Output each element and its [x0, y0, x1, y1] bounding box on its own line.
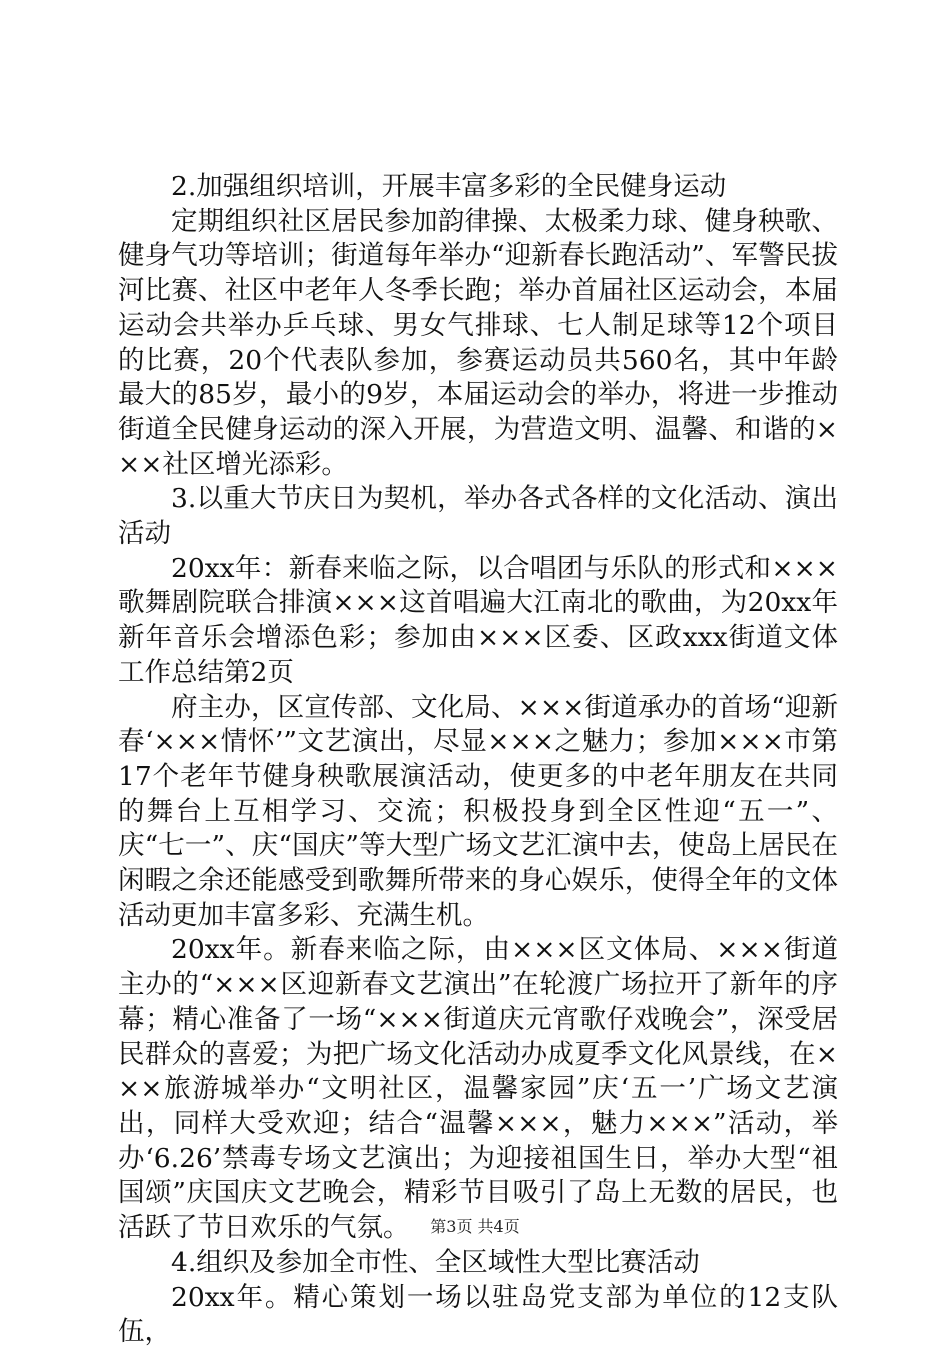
- paragraph-fitness-training: 定期组织社区居民参加韵律操、太极柔力球、健身秧歌、健身气功等培训；街道每年举办“迎新春长跑活动”、军警民拔河比赛、社区中老年人冬季长跑；举办首届社区运动会，本届运动会共举办乒乓球、男女气排球、七人制足球等12个项目的比赛，20个代表队参加，参赛运动员共560名，其中年龄最大的85岁，最小的9岁，本届运动会的举办，将进一步推动街道全民健身运动的深入开展，为营造文明、温馨、和谐的×××社区增光添彩。: [118, 205, 838, 480]
- paragraph-spring-festival: 20xx年。新春来临之际，由×××区文体局、×××街道主办的“×××区迎新春文艺演出”在轮渡广场拉开了新年的序幕；精心准备了一场“×××街道庆元宵歌仔戏晚会”，深受居民群众的喜爱；为把广场文化活动办成夏季文化风景线，在×××旅游城举办“文明社区，温馨家园”庆‘五一’广场文艺演出，同样大受欢迎；结合“温馨×××，魅力×××”活动，举办‘6.26’禁毒专场文艺演出；为迎接祖国生日，举办大型“祖国颂”庆国庆文艺晚会，精彩节目吸引了岛上无数的居民，也活跃了节日欢乐的气氛。: [118, 934, 838, 1244]
- page-number-footer: 第3页 共4页: [430, 1217, 520, 1236]
- paragraph-performances: 府主办，区宣传部、文化局、×××街道承办的首场“迎新春‘×××情怀’”文艺演出，尽显×××之魅力；参加×××市第17个老年节健身秧歌展演活动，使更多的中老年朋友在共同的舞台上互相学习、交流；积极投身到全区性迎“五一”、庆“七一”、庆“国庆”等大型广场文艺汇演中去，使岛上居民在闲暇之余还能感受到歌舞所带来的身心娱乐，使得全年的文体活动更加丰富多彩、充满生机。: [118, 691, 838, 931]
- paragraph-competition: 20xx年。精心策划一场以驻岛党支部为单位的12支队伍，: [118, 1281, 838, 1348]
- heading-section-4: 4.组织及参加全市性、全区域性大型比赛活动: [171, 1246, 700, 1278]
- document-body: [118, 170, 838, 1350]
- paragraph-new-year-concert: 20xx年：新春来临之际，以合唱团与乐队的形式和×××歌舞剧院联合排演×××这首唱遍大江南北的歌曲，为20xx年新年音乐会增添色彩；参加由×××区委、区政xxx街道文体工作总结第2页: [118, 552, 838, 688]
- heading-section-3: 3.以重大节庆日为契机，举办各式各样的文化活动、演出活动: [118, 483, 838, 550]
- heading-section-2: 2.加强组织培训，开展丰富多彩的全民健身运动: [171, 171, 727, 202]
